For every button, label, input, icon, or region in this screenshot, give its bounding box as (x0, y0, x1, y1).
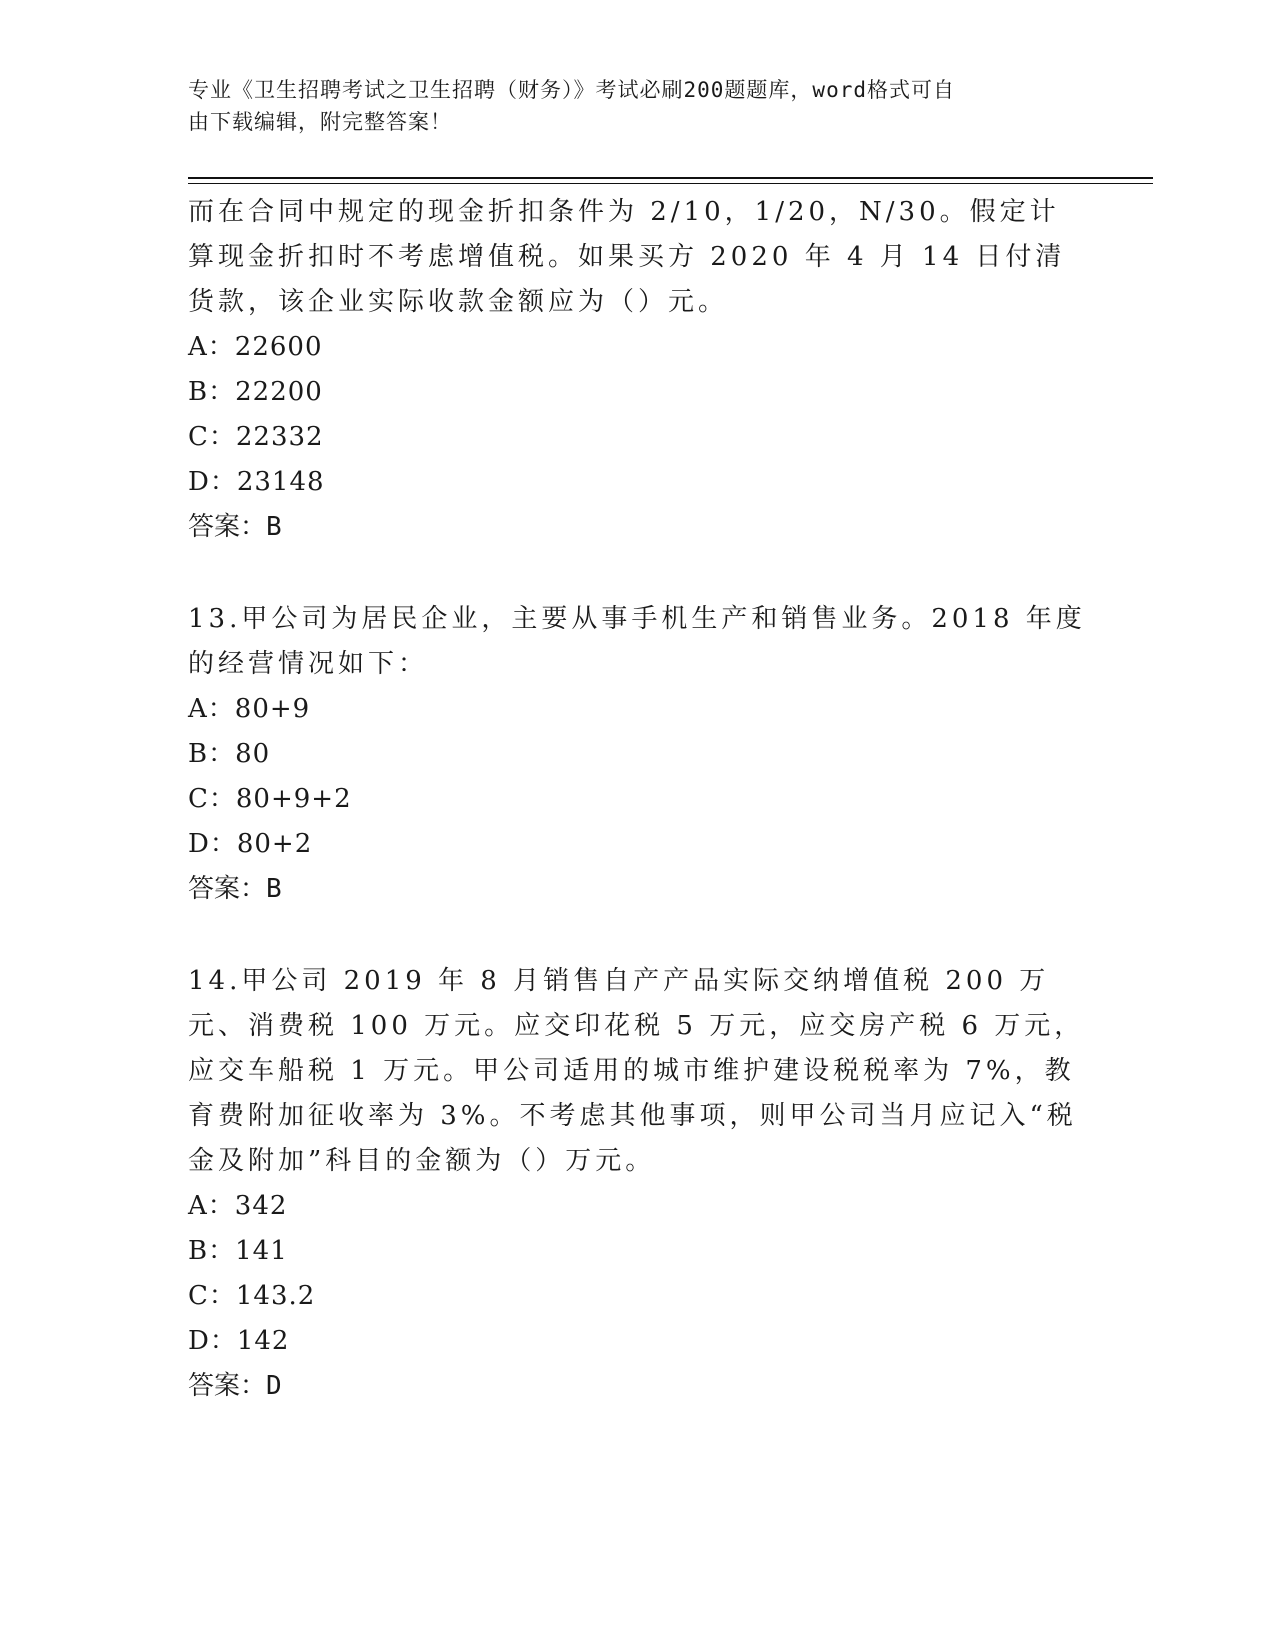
answer-line: 答案：B (188, 874, 282, 904)
document-header (188, 74, 1068, 138)
option-a: A：22600 (188, 332, 323, 362)
answer-line: 答案：B (188, 512, 282, 542)
option-d: D：142 (188, 1326, 290, 1356)
option-b: B：22200 (188, 377, 323, 407)
spacer (188, 550, 1088, 597)
answer-line: 答案：D (188, 1371, 282, 1401)
option-c: C：80+9+2 (188, 784, 352, 814)
option-d: D：80+2 (188, 829, 313, 859)
option-a: A：342 (188, 1191, 288, 1221)
header-line-1: 专业《卫生招聘考试之卫生招聘（财务）》考试必刷200题题库，word格式可自 (188, 78, 955, 102)
option-b: B：80 (188, 739, 271, 769)
question-stem: 14.甲公司 2019 年 8 月销售自产产品实际交纳增值税 200 万元、消费税 100 万元。应交印花税 5 万元，应交房产税 6 万元，应交车船税 1 万元。甲公司适用的城市维护建设税税率为 7%，教育费附加征收率为 3%。不考虑其他事项，则甲公司当月应记入“税金及附加”科目的金额为（）万元。 (188, 966, 1085, 1176)
question-block-12 (188, 190, 1088, 550)
question-stem: 13.甲公司为居民企业，主要从事手机生产和销售业务。2018 年度的经营情况如下： (188, 604, 1086, 679)
option-a: A：80+9 (188, 694, 311, 724)
option-c: C：22332 (188, 422, 324, 452)
header-rule-thin (188, 183, 1153, 184)
header-rule-thick (188, 177, 1153, 179)
question-stem: 而在合同中规定的现金折扣条件为 2/10，1/20，N/30。假定计算现金折扣时不考虑增值税。如果买方 2020 年 4 月 14 日付清货款，该企业实际收款金额应为（）元。 (188, 197, 1066, 317)
option-b: B：141 (188, 1236, 288, 1266)
question-block-13 (188, 597, 1088, 912)
option-c: C：143.2 (188, 1281, 316, 1311)
option-d: D：23148 (188, 467, 325, 497)
question-block-14 (188, 959, 1088, 1409)
question-list (188, 190, 1088, 1409)
spacer (188, 912, 1088, 959)
header-line-2: 由下载编辑，附完整答案！ (188, 110, 452, 134)
